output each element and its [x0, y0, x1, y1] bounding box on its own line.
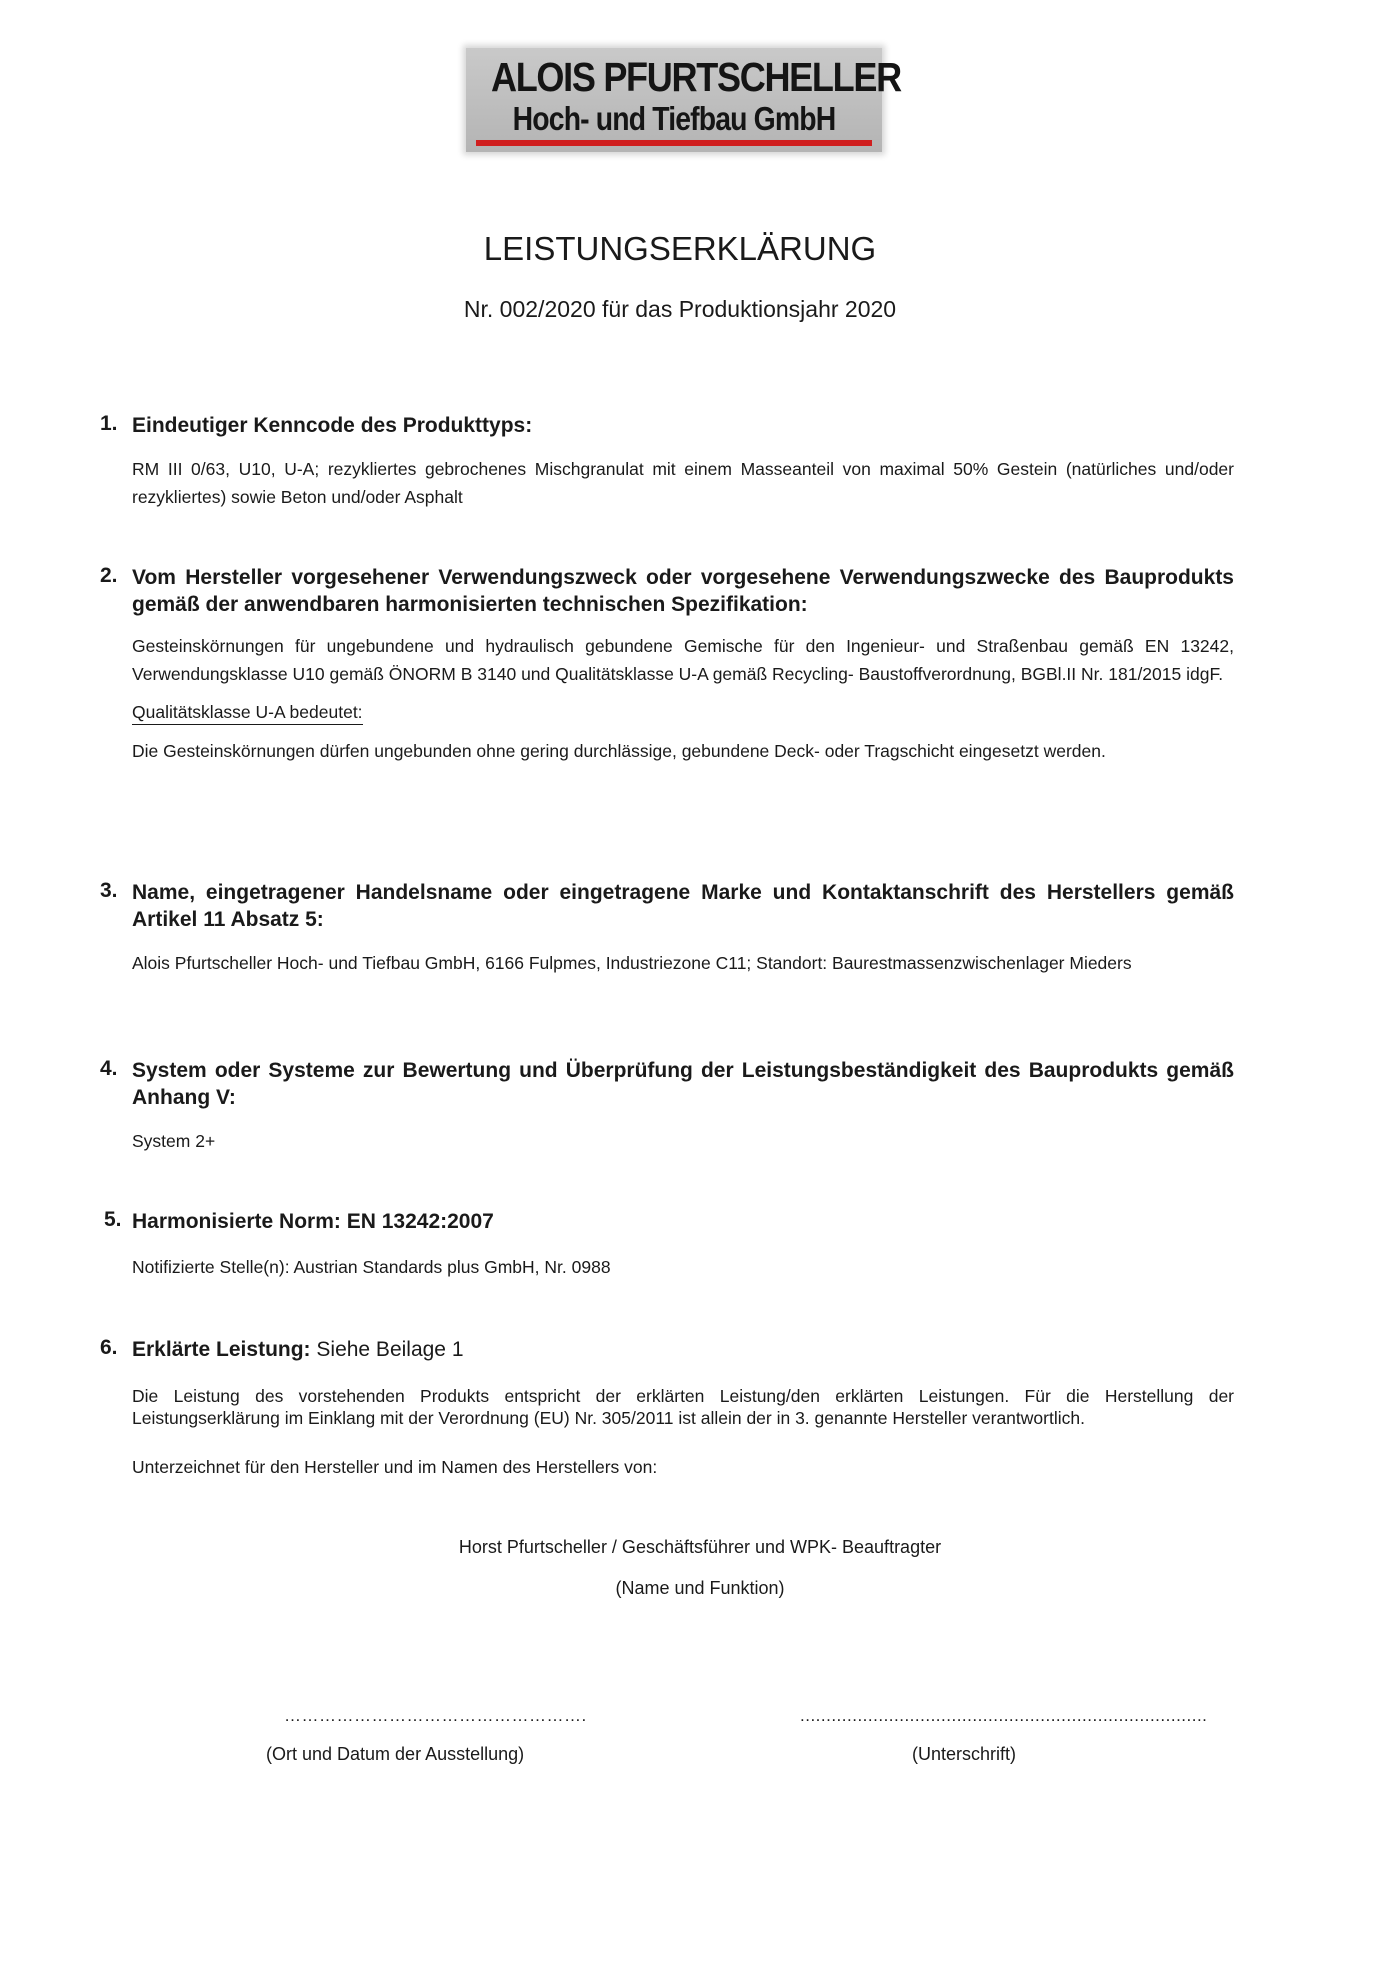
section-2 [100, 564, 1234, 765]
section-heading [132, 1336, 1234, 1363]
document-title: LEISTUNGSERKLÄRUNG [483, 230, 877, 267]
section-heading: Name, eingetragener Handelsname oder eingetragene Marke und Kontaktanschrift des Herstellers gemäß Artikel 11 Absatz 5: [132, 881, 1234, 931]
section-number: 4. [100, 1057, 118, 1080]
section-body: System 2+ [132, 1131, 216, 1151]
signed-by-text: Unterzeichnet für den Hersteller und im Namen des Herstellers von: [132, 1457, 658, 1477]
logo-company-type: Hoch- und Tiefbau GmbH [512, 100, 836, 137]
place-date-line: ……………………………………………. [284, 1706, 587, 1725]
company-logo [466, 48, 901, 152]
quality-class-label: Qualitätsklasse U-A bedeutet: [132, 702, 363, 725]
document-subtitle: Nr. 002/2020 für das Produktionsjahr 2020 [463, 296, 897, 322]
section-1 [100, 412, 1234, 511]
section-number: 5. [104, 1208, 122, 1231]
logo-company-name: ALOIS PFURTSCHELLER [490, 54, 901, 100]
declared-performance-label: Erklärte Leistung: [132, 1338, 311, 1361]
signatory-name: Horst Pfurtscheller / Geschäftsführer und WPK- Beauftragter [458, 1537, 942, 1557]
signature-line: .............................................................................. [800, 1706, 1208, 1725]
section-number: 6. [100, 1336, 118, 1359]
section-body: Alois Pfurtscheller Hoch- und Tiefbau GmbH, 6166 Fulpmes, Industriezone C11; Standort: Baurestmassenzwischenlager Mieders [132, 953, 1132, 973]
section-body: RM III 0/63, U10, U-A; rezykliertes gebrochenes Mischgranulat mit einem Masseanteil von maximal 50% Gestein (natürliches und/oder rezykliertes) sowie Beton und/oder Asphalt [132, 459, 1234, 507]
section-3 [100, 879, 1234, 977]
declared-performance-value: Siehe Beilage 1 [316, 1338, 464, 1361]
section-heading: Harmonisierte Norm: EN 13242:2007 [132, 1210, 494, 1233]
section-body: Notifizierte Stelle(n): Austrian Standards plus GmbH, Nr. 0988 [132, 1257, 611, 1277]
section-number: 3. [100, 879, 118, 902]
section-body: Gesteinskörnungen für ungebundene und hydraulisch gebundene Gemische für den Ingenieur- und Straßenbau gemäß EN 13242, Verwendungsklasse U10 gemäß ÖNORM B 3140 und Qualitätsklasse U-A gemäß Recycling- Baustoffverordnung, BGBl.II Nr. 181/2015 idgF. [132, 636, 1234, 684]
section-number: 2. [100, 564, 118, 587]
section-heading: Vom Hersteller vorgesehener Verwendungszweck oder vorgesehene Verwendungszwecke des Bauprodukts gemäß der anwendbaren harmonisierten technischen Spezifikation: [132, 566, 1234, 616]
signatory-caption: (Name und Funktion) [615, 1578, 785, 1598]
quality-class-text: Die Gesteinskörnungen dürfen ungebunden ohne gering durchlässige, gebundene Deck- oder Tragschicht eingesetzt werden. [132, 741, 1106, 761]
section-5 [104, 1208, 1234, 1281]
signature-label: (Unterschrift) [912, 1744, 1017, 1764]
section-6 [100, 1336, 1234, 1481]
place-date-label: (Ort und Datum der Ausstellung) [266, 1744, 525, 1764]
section-heading: System oder Systeme zur Bewertung und Überprüfung der Leistungsbeständigkeit des Bauprodukts gemäß Anhang V: [132, 1059, 1234, 1109]
section-number: 1. [100, 412, 118, 435]
section-body: Die Leistung des vorstehenden Produkts entspricht der erklärten Leistung/den erklärten Leistungen. Für die Herstellung der Leistungserklärung im Einklang mit der Verordnung (EU) Nr. 305/2011 ist allein der in 3. genannte Hersteller verantwortlich. [132, 1386, 1234, 1428]
logo-red-bar [476, 140, 872, 146]
section-heading: Eindeutiger Kenncode des Produkttyps: [132, 414, 533, 437]
section-4 [100, 1057, 1234, 1155]
